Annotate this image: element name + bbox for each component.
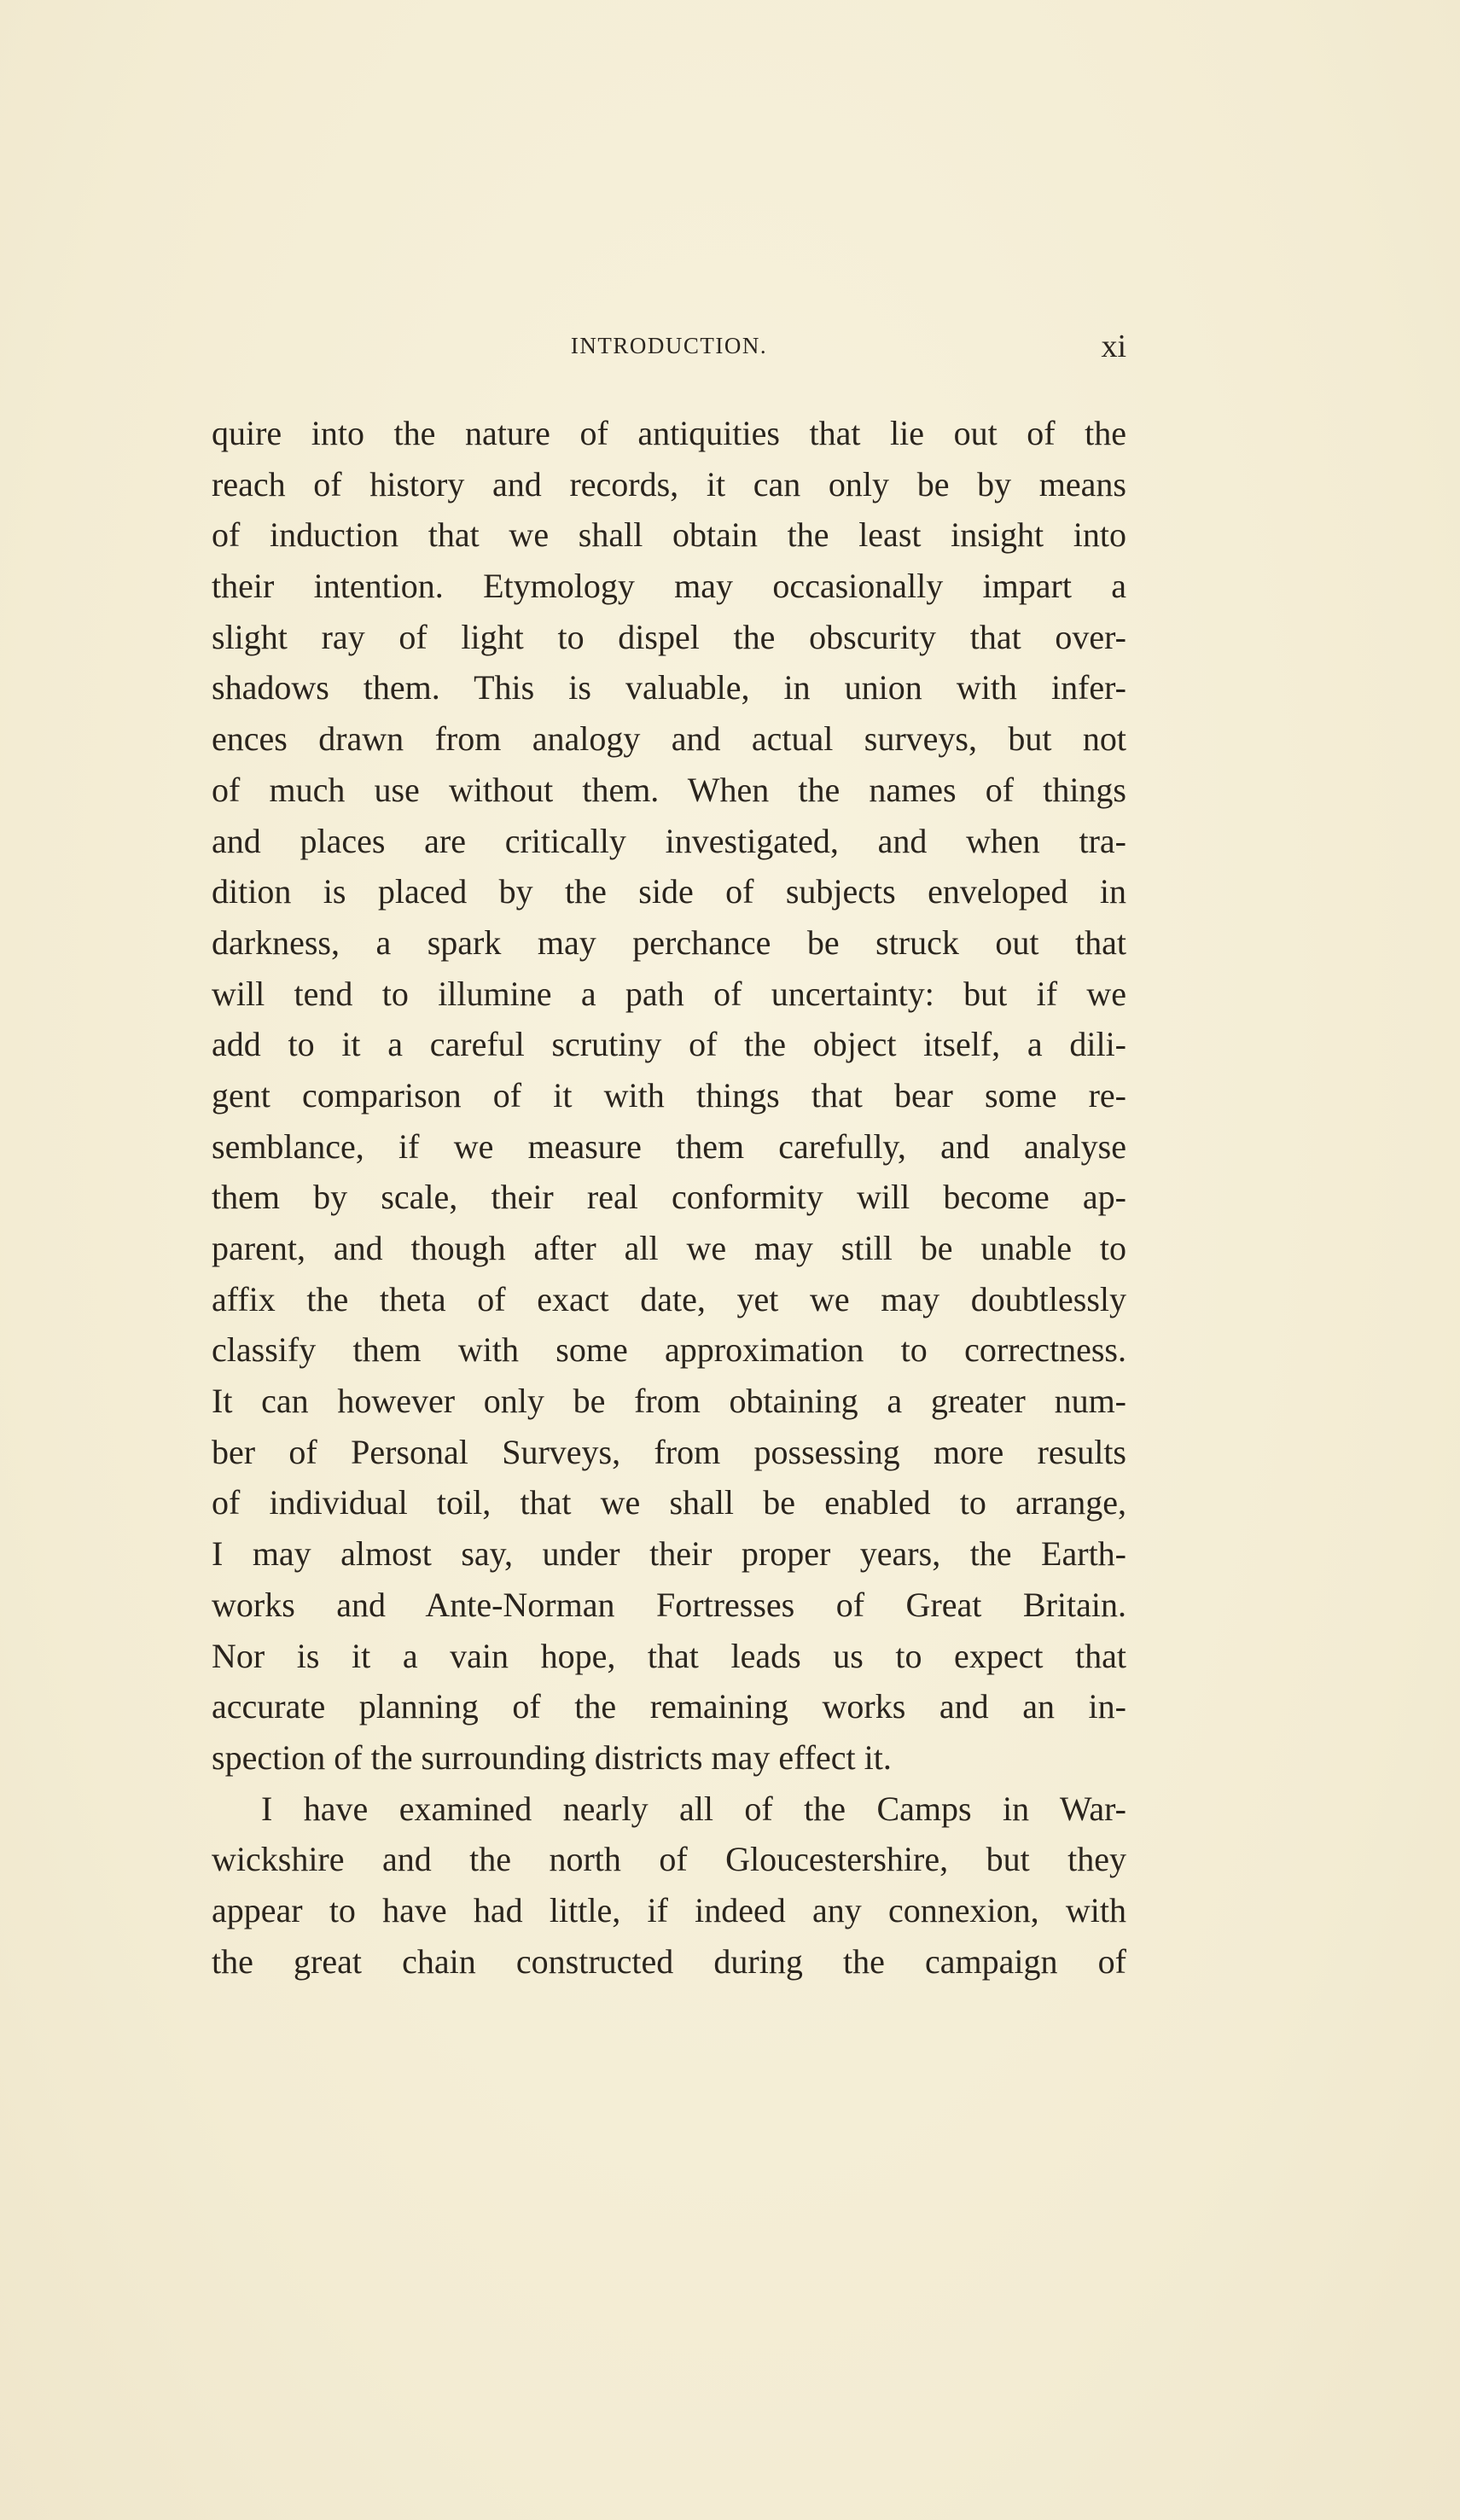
text-line: Nor is it a vain hope, that leads us to expect that [212,1636,1126,1675]
text-line: reach of history and records, it can only be by means [212,464,1126,503]
text-line: and places are critically investigated, and when tra- [212,821,1126,860]
text-line: affix the theta of exact date, yet we may doubtlessly [212,1279,1126,1318]
text-line: It can however only be from obtaining a greater num- [212,1382,1126,1421]
text-line: darkness, a spark may perchance be struck out that [212,922,1126,962]
text-line: the great chain constructed during the campaign of [212,1941,1126,1981]
paragraph-start-line: I have examined nearly all of the Camps in War- [261,1789,1126,1828]
text-line: accurate planning of the remaining works and an in- [212,1687,1126,1726]
body-text [212,408,1126,1987]
text-line: slight ray of light to dispel the obscurity that over- [212,617,1126,656]
page-number: xi [1101,329,1126,364]
running-title: INTRODUCTION. [570,333,768,358]
text-line: ences drawn from analogy and actual surveys, but not [212,719,1126,759]
text-line: add to it a careful scrutiny of the object itself, a dili- [212,1025,1126,1064]
text-line: quire into the nature of antiquities that lie out of the [212,414,1126,452]
text-line: them by scale, their real conformity will become ap- [212,1178,1126,1217]
text-line: of induction that we shall obtain the least insight into [212,515,1126,555]
text-line: I may almost say, under their proper years, the Earth- [212,1534,1126,1574]
text-line: will tend to illumine a path of uncertainty: but if we [212,974,1126,1013]
text-line: semblance, if we measure them carefully, and analyse [212,1126,1126,1166]
text-line: parent, and though after all we may still be unable to [212,1229,1126,1267]
text-line: ber of Personal Surveys, from possessing more results [212,1432,1126,1471]
running-head [212,329,1126,364]
text-line: appear to have had little, if indeed any connexion, with [212,1890,1126,1929]
text-line: dition is placed by the side of subjects enveloped in [212,872,1126,911]
text-line: classify them with some approximation to correctness. [212,1330,1126,1370]
text-line: wickshire and the north of Gloucestershire, but they [212,1840,1126,1879]
text-line: of much use without them. When the names of things [212,770,1126,809]
text-line: of individual toil, that we shall be enabled to arrange, [212,1483,1126,1522]
text-line: shadows them. This is valuable, in union with infer- [212,668,1126,707]
text-line: works and Ante-Norman Fortresses of Great Britain. [212,1585,1126,1624]
paragraph-end-line: spection of the surrounding districts may effect it. [212,1737,892,1777]
text-line: gent comparison of it with things that bear some re- [212,1075,1126,1115]
text-line: their intention. Etymology may occasionally impart a [212,567,1126,606]
